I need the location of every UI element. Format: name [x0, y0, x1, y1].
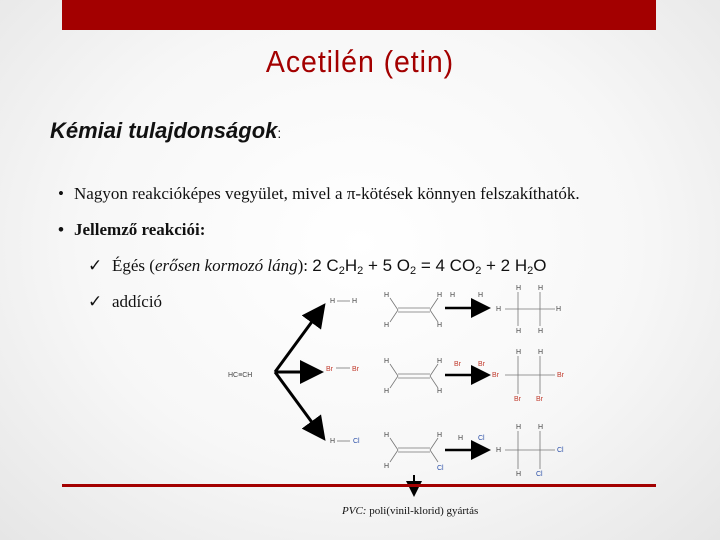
svg-text:H: H: [516, 285, 522, 292]
svg-text:H: H: [330, 438, 336, 445]
svg-text:Br: Br: [557, 372, 564, 379]
product-dibromoethane: [505, 356, 555, 394]
svg-text:H: H: [478, 292, 484, 299]
acetylene-molecule: HC≡CH: [228, 372, 253, 379]
svg-text:Br: Br: [478, 361, 485, 368]
combustion-close: ):: [297, 256, 308, 275]
svg-text:Cl: Cl: [536, 471, 543, 478]
svg-text:H: H: [516, 471, 522, 478]
pvc-text: poli(vinil-klorid) gyártás: [366, 505, 479, 517]
svg-text:H: H: [458, 435, 464, 442]
svg-text:H: H: [437, 292, 443, 299]
intermediate-ethene-br2: [390, 364, 438, 388]
bottom-divider: [62, 484, 656, 487]
arrow-hydrogen: [275, 308, 322, 372]
svg-text:Br: Br: [326, 366, 333, 373]
svg-text:H: H: [538, 285, 544, 292]
svg-text:H: H: [437, 432, 443, 439]
svg-text:H: H: [496, 447, 502, 454]
checkmark-icon: ✓: [88, 292, 103, 311]
bullet-dot-icon: •: [58, 184, 64, 203]
svg-text:Br: Br: [454, 361, 461, 368]
svg-text:Br: Br: [492, 372, 499, 379]
svg-text:Cl: Cl: [478, 435, 485, 442]
bullet-text: Jellemző reakciói:: [74, 220, 206, 239]
svg-text:H: H: [384, 463, 390, 470]
svg-text:H: H: [384, 388, 390, 395]
svg-text:H: H: [384, 322, 390, 329]
svg-text:H: H: [496, 306, 502, 313]
svg-text:Cl: Cl: [437, 465, 444, 472]
svg-text:H: H: [384, 358, 390, 365]
svg-text:Br: Br: [514, 396, 521, 403]
combustion-note: erősen kormozó láng: [154, 256, 298, 275]
checkmark-icon: ✓: [88, 256, 103, 275]
intermediate-ethene-hcl: [390, 438, 438, 462]
combustion-equation: 2 $C_2H_2 + 5$ $O_2 = 4$ $CO_2 + 2$ $H_2O$: [312, 256, 547, 277]
intermediate-ethene-h2: [390, 298, 438, 322]
svg-text:H: H: [450, 292, 456, 299]
svg-text:H: H: [437, 322, 443, 329]
svg-text:H: H: [538, 424, 544, 431]
svg-text:Br: Br: [352, 366, 359, 373]
svg-text:H: H: [556, 306, 562, 313]
svg-text:H: H: [516, 328, 522, 335]
svg-text:H: H: [330, 298, 336, 305]
pvc-footnote: [342, 505, 478, 517]
svg-text:H: H: [538, 328, 544, 335]
reagent-br2: [326, 366, 360, 373]
section-heading-colon: :: [277, 125, 282, 141]
combustion-label: Égés (: [112, 256, 155, 275]
bullet-dot-icon: •: [58, 220, 64, 239]
svg-text:Cl: Cl: [557, 447, 564, 454]
svg-text:H: H: [516, 349, 522, 356]
svg-text:H: H: [352, 298, 358, 305]
svg-text:Br: Br: [536, 396, 543, 403]
svg-text:H: H: [538, 349, 544, 356]
svg-text:Cl: Cl: [353, 438, 360, 445]
reagent-h2: [330, 298, 357, 305]
svg-text:H: H: [516, 424, 522, 431]
product-ethane: [505, 292, 555, 326]
reagent-hcl: [330, 438, 360, 445]
svg-text:H: H: [437, 358, 443, 365]
pvc-label: PVC:: [342, 505, 367, 517]
svg-text:H: H: [384, 292, 390, 299]
addition-label: addíció: [112, 292, 163, 311]
section-heading-text: Kémiai tulajdonságok: [50, 118, 278, 143]
arrow-hcl: [275, 372, 322, 436]
bullet-text: Nagyon reakcióképes vegyület, mivel a π-kötések könnyen felszakíthatók.: [74, 184, 580, 203]
svg-text:H: H: [437, 388, 443, 395]
product-chloroethane: [505, 431, 555, 469]
svg-text:H: H: [384, 432, 390, 439]
slide-title: Acetilén (etin): [265, 44, 455, 79]
